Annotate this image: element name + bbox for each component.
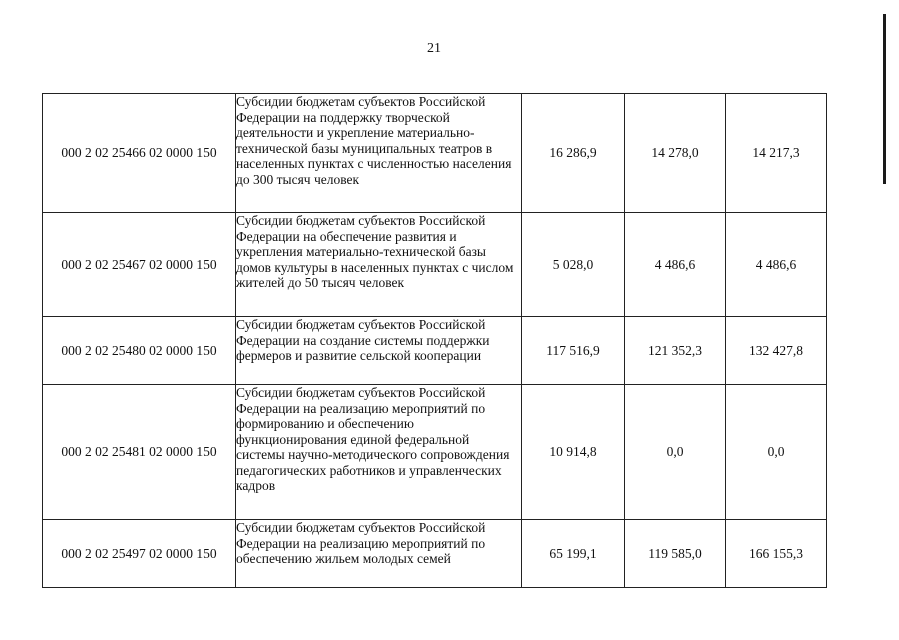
subsidy-description: Субсидии бюджетам субъектов Российской Федерации на обеспечение развития и укрепления материально-технической базы домов культуры в населенных пунктах с числом жителей до 50 тысяч человек bbox=[236, 213, 522, 317]
budget-code: 000 2 02 25467 02 0000 150 bbox=[43, 213, 236, 317]
budget-code: 000 2 02 25481 02 0000 150 bbox=[43, 385, 236, 520]
subsidy-description: Субсидии бюджетам субъектов Российской Федерации на реализацию мероприятий по формированию и обеспечению функционирования единой федеральной системы научно-методического сопровождения педагогических работников и управленческих кадров bbox=[236, 385, 522, 520]
amount-year-2: 14 278,0 bbox=[625, 94, 726, 213]
table-row bbox=[43, 213, 827, 317]
page-number: 21 bbox=[427, 41, 441, 56]
subsidy-description: Субсидии бюджетам субъектов Российской Федерации на поддержку творческой деятельности и укрепление материально-технической базы муниципальных театров в населенных пунктах с численностью населения до 300 тысяч человек bbox=[236, 94, 522, 213]
amount-year-3: 4 486,6 bbox=[726, 213, 827, 317]
amount-year-2: 121 352,3 bbox=[625, 317, 726, 385]
amount-year-2: 4 486,6 bbox=[625, 213, 726, 317]
budget-code: 000 2 02 25497 02 0000 150 bbox=[43, 520, 236, 588]
table-row bbox=[43, 520, 827, 588]
table-row bbox=[43, 385, 827, 520]
budget-code: 000 2 02 25480 02 0000 150 bbox=[43, 317, 236, 385]
table-row bbox=[43, 317, 827, 385]
subsidy-description: Субсидии бюджетам субъектов Российской Федерации на реализацию мероприятий по обеспечению жильем молодых семей bbox=[236, 520, 522, 588]
amount-year-2: 119 585,0 bbox=[625, 520, 726, 588]
amount-year-1: 16 286,9 bbox=[522, 94, 625, 213]
scan-edge-mark bbox=[883, 14, 886, 184]
budget-code: 000 2 02 25466 02 0000 150 bbox=[43, 94, 236, 213]
amount-year-1: 5 028,0 bbox=[522, 213, 625, 317]
table-row bbox=[43, 94, 827, 213]
amount-year-3: 14 217,3 bbox=[726, 94, 827, 213]
amount-year-1: 117 516,9 bbox=[522, 317, 625, 385]
subsidy-description: Субсидии бюджетам субъектов Российской Федерации на создание системы поддержки фермеров и развитие сельской кооперации bbox=[236, 317, 522, 385]
amount-year-3: 132 427,8 bbox=[726, 317, 827, 385]
amount-year-1: 65 199,1 bbox=[522, 520, 625, 588]
budget-table bbox=[42, 93, 827, 588]
amount-year-2: 0,0 bbox=[625, 385, 726, 520]
amount-year-1: 10 914,8 bbox=[522, 385, 625, 520]
amount-year-3: 166 155,3 bbox=[726, 520, 827, 588]
amount-year-3: 0,0 bbox=[726, 385, 827, 520]
